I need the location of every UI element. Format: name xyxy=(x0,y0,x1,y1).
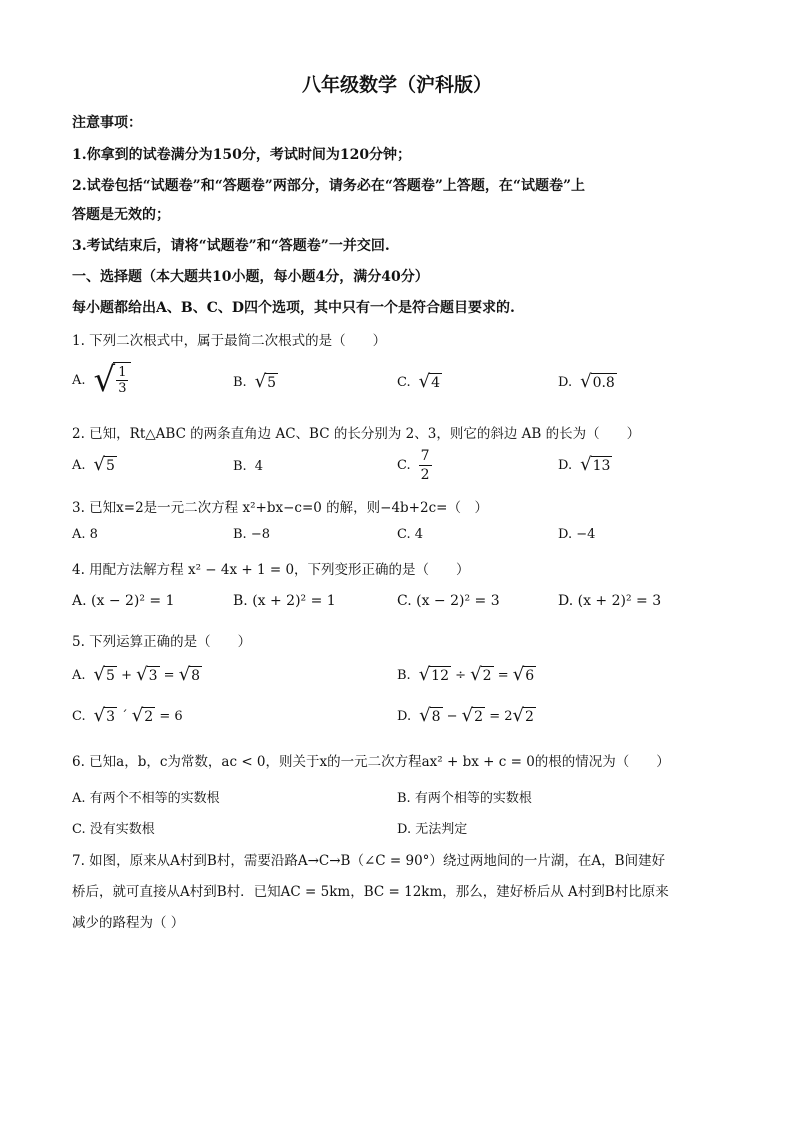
q1-option-c: C. √ 4 xyxy=(397,371,441,392)
q3-option-c: C. 4 xyxy=(397,527,424,542)
section-instruction: 每小题都给出A、B、C、D四个选项，其中只有一个是符合题目要求的. xyxy=(72,300,515,316)
q2-option-b xyxy=(233,459,263,474)
notice-heading: 注意事项： xyxy=(72,115,142,131)
option-label: B. xyxy=(233,375,247,390)
question-2-stem: 2. 已知，Rt△ABC 的两条直角边 AC、BC 的长分别为 2、3，则它的斜边 AB 的长为（ ） xyxy=(72,426,641,442)
radicand: 0.8 xyxy=(592,375,615,391)
option-value: 4 xyxy=(254,459,263,474)
question-7-line-1: 7. 如图，原来从A村到B村，需要沿路A→C→B（∠C = 90°）绕过两地间的一片湖，在A，B间建好 xyxy=(72,853,666,869)
q1-option-a xyxy=(72,362,131,398)
operator: = xyxy=(159,668,179,683)
q4-option-b: B. (x + 2)² = 1 xyxy=(233,593,336,609)
radicand: 8 xyxy=(431,709,441,725)
q5-option-b: B. √ 12 ÷ √ 2 = √ 6 xyxy=(397,664,535,685)
question-7-line-2: 桥后，就可直接从A村到B村．已知AC = 5km，BC = 12km，那么，建好桥后从 A村到B村比原来 xyxy=(72,884,669,900)
q1-option-d: D. √ 0.8 xyxy=(558,371,615,392)
q6-option-d: D. 无法判定 xyxy=(397,822,468,837)
radical: √ $\frac{1}{3}$ xyxy=(94,362,132,398)
option-label: A. xyxy=(72,372,86,388)
notice-item-3: 3.考试结束后，请将“试题卷”和“答题卷”一并交回. xyxy=(72,238,390,254)
notice-item-1: 1.你拿到的试卷满分为150分，考试时间为120分钟； xyxy=(72,147,412,163)
radicand: 8 xyxy=(191,668,201,684)
q6-option-c: C. 没有实数根 xyxy=(72,822,155,837)
option-label: B. xyxy=(233,459,247,474)
q2-option-c xyxy=(397,447,432,484)
page-title: 八年级数学（沪科版） xyxy=(301,74,492,96)
option-label: B. xyxy=(397,668,411,683)
question-4-stem: 4. 用配方法解方程 x² − 4x + 1 = 0，下列变形正确的是（ ） xyxy=(72,562,470,578)
q5-option-c: C. √ 3 ´ √ 2 = 6 xyxy=(72,705,183,726)
option-label: D. xyxy=(397,709,412,724)
q5-option-a: A. √ 5 + √ 3 = √ 8 xyxy=(72,664,201,685)
q6-option-a: A. 有两个不相等的实数根 xyxy=(72,791,220,806)
operator: ´ xyxy=(117,709,132,724)
option-label: A. xyxy=(72,458,86,473)
radicand: 2 xyxy=(144,709,154,725)
radicand: 5 xyxy=(267,375,277,391)
option-label: C. xyxy=(397,375,411,390)
radicand: 3 xyxy=(106,709,116,725)
operator: ÷ xyxy=(451,668,471,683)
numerator: 7 xyxy=(420,448,430,464)
option-label: A. xyxy=(72,668,86,683)
operator: + xyxy=(116,668,137,683)
numerator: 1 xyxy=(118,365,127,380)
section-heading: 一、选择题（本大题共10小题，每小题4分，满分40分） xyxy=(72,269,429,285)
q3-option-d: D. −4 xyxy=(558,527,596,542)
q1-option-b: B. √ 5 xyxy=(233,371,277,392)
notice-item-2: 2.试卷包括“试题卷”和“答题卷”两部分，请务必在“答题卷”上答题，在“试题卷”上 xyxy=(72,178,586,194)
radicand: 5 xyxy=(106,668,115,684)
q4-option-a: A. (x − 2)² = 1 xyxy=(72,593,175,609)
radicand: 2 xyxy=(525,709,534,725)
q4-option-c: C. (x − 2)² = 3 xyxy=(397,593,500,609)
operator: − xyxy=(442,709,462,724)
q4-option-d: D. (x + 2)² = 3 xyxy=(558,593,662,609)
q2-option-d: D. √ 13 xyxy=(558,454,611,475)
option-label: D. xyxy=(558,458,573,473)
radicand: 5 xyxy=(106,458,115,474)
denominator: 3 xyxy=(118,381,127,396)
question-5-stem: 5. 下列运算正确的是（ ） xyxy=(72,634,252,650)
result: = 6 xyxy=(155,709,183,724)
notice-item-2-cont: 答题是无效的； xyxy=(72,207,170,223)
q3-option-a: A. 8 xyxy=(72,527,98,542)
question-6-stem: 6. 已知a，b，c为常数，ac < 0，则关于x的一元二次方程ax² + bx + c = 0的根的情况为（ ） xyxy=(72,754,670,770)
radicand: 13 xyxy=(592,458,611,474)
operator: = xyxy=(493,668,513,683)
denominator: 2 xyxy=(420,467,430,483)
option-label: D. xyxy=(558,375,573,390)
radicand: 6 xyxy=(525,668,535,684)
q5-option-d: D. √ 8 − √ 2 = 2 √ 2 xyxy=(397,705,534,726)
question-3-stem: 3. 已知x=2是一元二次方程 x²+bx−c=0 的解，则−4b+2c=（ ） xyxy=(72,500,488,516)
q2-option-a: A. √ 5 xyxy=(72,454,115,475)
operator: = 2 xyxy=(485,709,513,724)
radicand: 3 xyxy=(148,668,158,684)
q3-option-b: B. −8 xyxy=(233,527,270,542)
radicand: 2 xyxy=(482,668,492,684)
radicand: 2 xyxy=(474,709,484,725)
radicand: 12 xyxy=(431,668,449,684)
q6-option-b: B. 有两个相等的实数根 xyxy=(397,791,532,806)
radicand: 4 xyxy=(431,375,441,391)
option-label: C. xyxy=(72,709,86,724)
question-7-line-3: 减少的路程为（ ） xyxy=(72,915,185,931)
question-1-stem: 1. 下列二次根式中，属于最简二次根式的是（ ） xyxy=(72,333,387,349)
option-label: C. xyxy=(397,458,411,473)
